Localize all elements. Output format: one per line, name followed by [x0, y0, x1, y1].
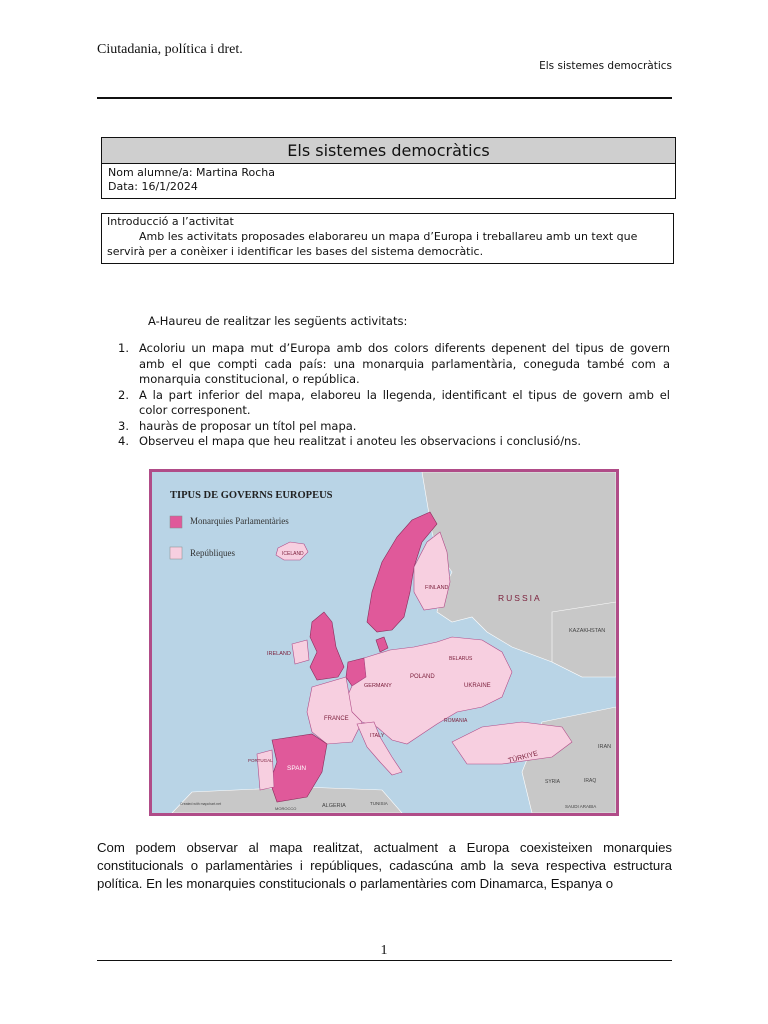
label-morocco: MOROCCO	[275, 806, 297, 811]
date: Data: 16/1/2024	[108, 180, 198, 193]
document-title: Els sistemes democràtics	[102, 138, 675, 164]
legend-swatch-monarchy	[170, 516, 182, 528]
task-text: A la part inferior del mapa, elaboreu la llegenda, identificant el tipus de govern amb el color corresponent.	[139, 387, 670, 417]
student-info	[102, 164, 675, 196]
legend-label-monarchy: Monarquies Parlamentàries	[190, 516, 289, 526]
label-italy: ITALY	[370, 733, 385, 739]
map-title: TIPUS DE GOVERNS EUROPEUS	[170, 490, 333, 501]
label-ukraine: UKRAINE	[464, 683, 491, 689]
task-text: hauràs de proposar un títol pel mapa.	[139, 418, 357, 433]
map-svg	[152, 472, 616, 813]
legend-swatch-republic	[170, 547, 182, 559]
task-number: 2.	[118, 387, 129, 402]
label-finland: FINLAND	[425, 585, 449, 591]
label-iran: IRAN	[598, 744, 612, 750]
page-number: 1	[380, 943, 388, 958]
label-saudi-arabia: SAUDI ARABIA	[565, 804, 597, 809]
label-algeria: ALGERIA	[322, 803, 346, 809]
task-item	[110, 419, 670, 435]
label-turkiye: TÜRKIYE	[507, 750, 539, 765]
label-iceland: ICELAND	[282, 551, 304, 557]
intro-box	[101, 213, 674, 264]
task-item	[110, 388, 670, 419]
label-iraq: IRAQ	[584, 778, 597, 784]
task-item	[110, 434, 670, 450]
label-spain: SPAIN	[287, 765, 307, 772]
map-credit: Created with mapchart.net	[180, 802, 222, 806]
task-list	[110, 341, 670, 450]
kazakhstan-shape	[552, 602, 616, 677]
label-kazakhstan: KAZAKHSTAN	[569, 628, 606, 634]
intro-body: Amb les activitats proposades elaborareu un mapa d’Europa i treballareu amb un text que servirà per a conèixer i identificar les bases del sistema democràtic.	[107, 230, 638, 258]
section-a-heading: A-Haureu de realitzar les següents activitats:	[148, 314, 408, 328]
label-romania: ROMANIA	[444, 718, 468, 724]
label-poland: POLAND	[410, 674, 435, 680]
header-rule	[97, 97, 672, 99]
task-text: Acoloriu un mapa mut d’Europa amb dos colors diferents depenent del tipus de govern amb el que compti cada país: una monarquia parlamentària, coneguda també com a monarquia constitucional, o república.	[139, 341, 670, 386]
task-number: 4.	[118, 434, 129, 448]
footer-rule	[97, 960, 672, 961]
student-name: Nom alumne/a: Martina Rocha	[108, 166, 276, 179]
label-france: FRANCE	[324, 716, 349, 722]
label-portugal: PORTUGAL	[248, 758, 273, 763]
legend-label-republic: Repúbliques	[190, 548, 235, 558]
label-syria: SYRIA	[545, 779, 561, 785]
intro-heading: Introducció a l’activitat	[107, 215, 234, 228]
portugal-shape	[257, 750, 274, 790]
label-tunisia: TUNISIA	[370, 801, 388, 806]
europe-map	[149, 469, 619, 816]
task-number: 1.	[118, 341, 129, 355]
label-belarus: BELARUS	[449, 656, 473, 662]
task-number: 3.	[118, 418, 129, 433]
label-ireland: IRELAND	[267, 651, 291, 657]
topic-header: Els sistemes democràtics	[539, 60, 672, 72]
task-text: Observeu el mapa que heu realitzat i anoteu les observacions i conclusió/ns.	[139, 434, 581, 448]
ireland-shape	[292, 640, 309, 664]
task-item	[110, 341, 670, 388]
label-russia: RUSSIA	[498, 593, 542, 603]
label-germany: GERMANY	[364, 683, 392, 689]
course-header: Ciutadania, política i dret.	[97, 42, 243, 57]
analysis-paragraph: Com podem observar al mapa realitzat, actualment a Europa coexisteixen monarquies constitucionals o parlamentàries i repúbliques, cadascúna amb la seva respectiva estructura política. En les monarquies constitucionals o parlamentàries com Dinamarca, Espanya o	[97, 840, 672, 891]
title-box	[101, 137, 676, 199]
